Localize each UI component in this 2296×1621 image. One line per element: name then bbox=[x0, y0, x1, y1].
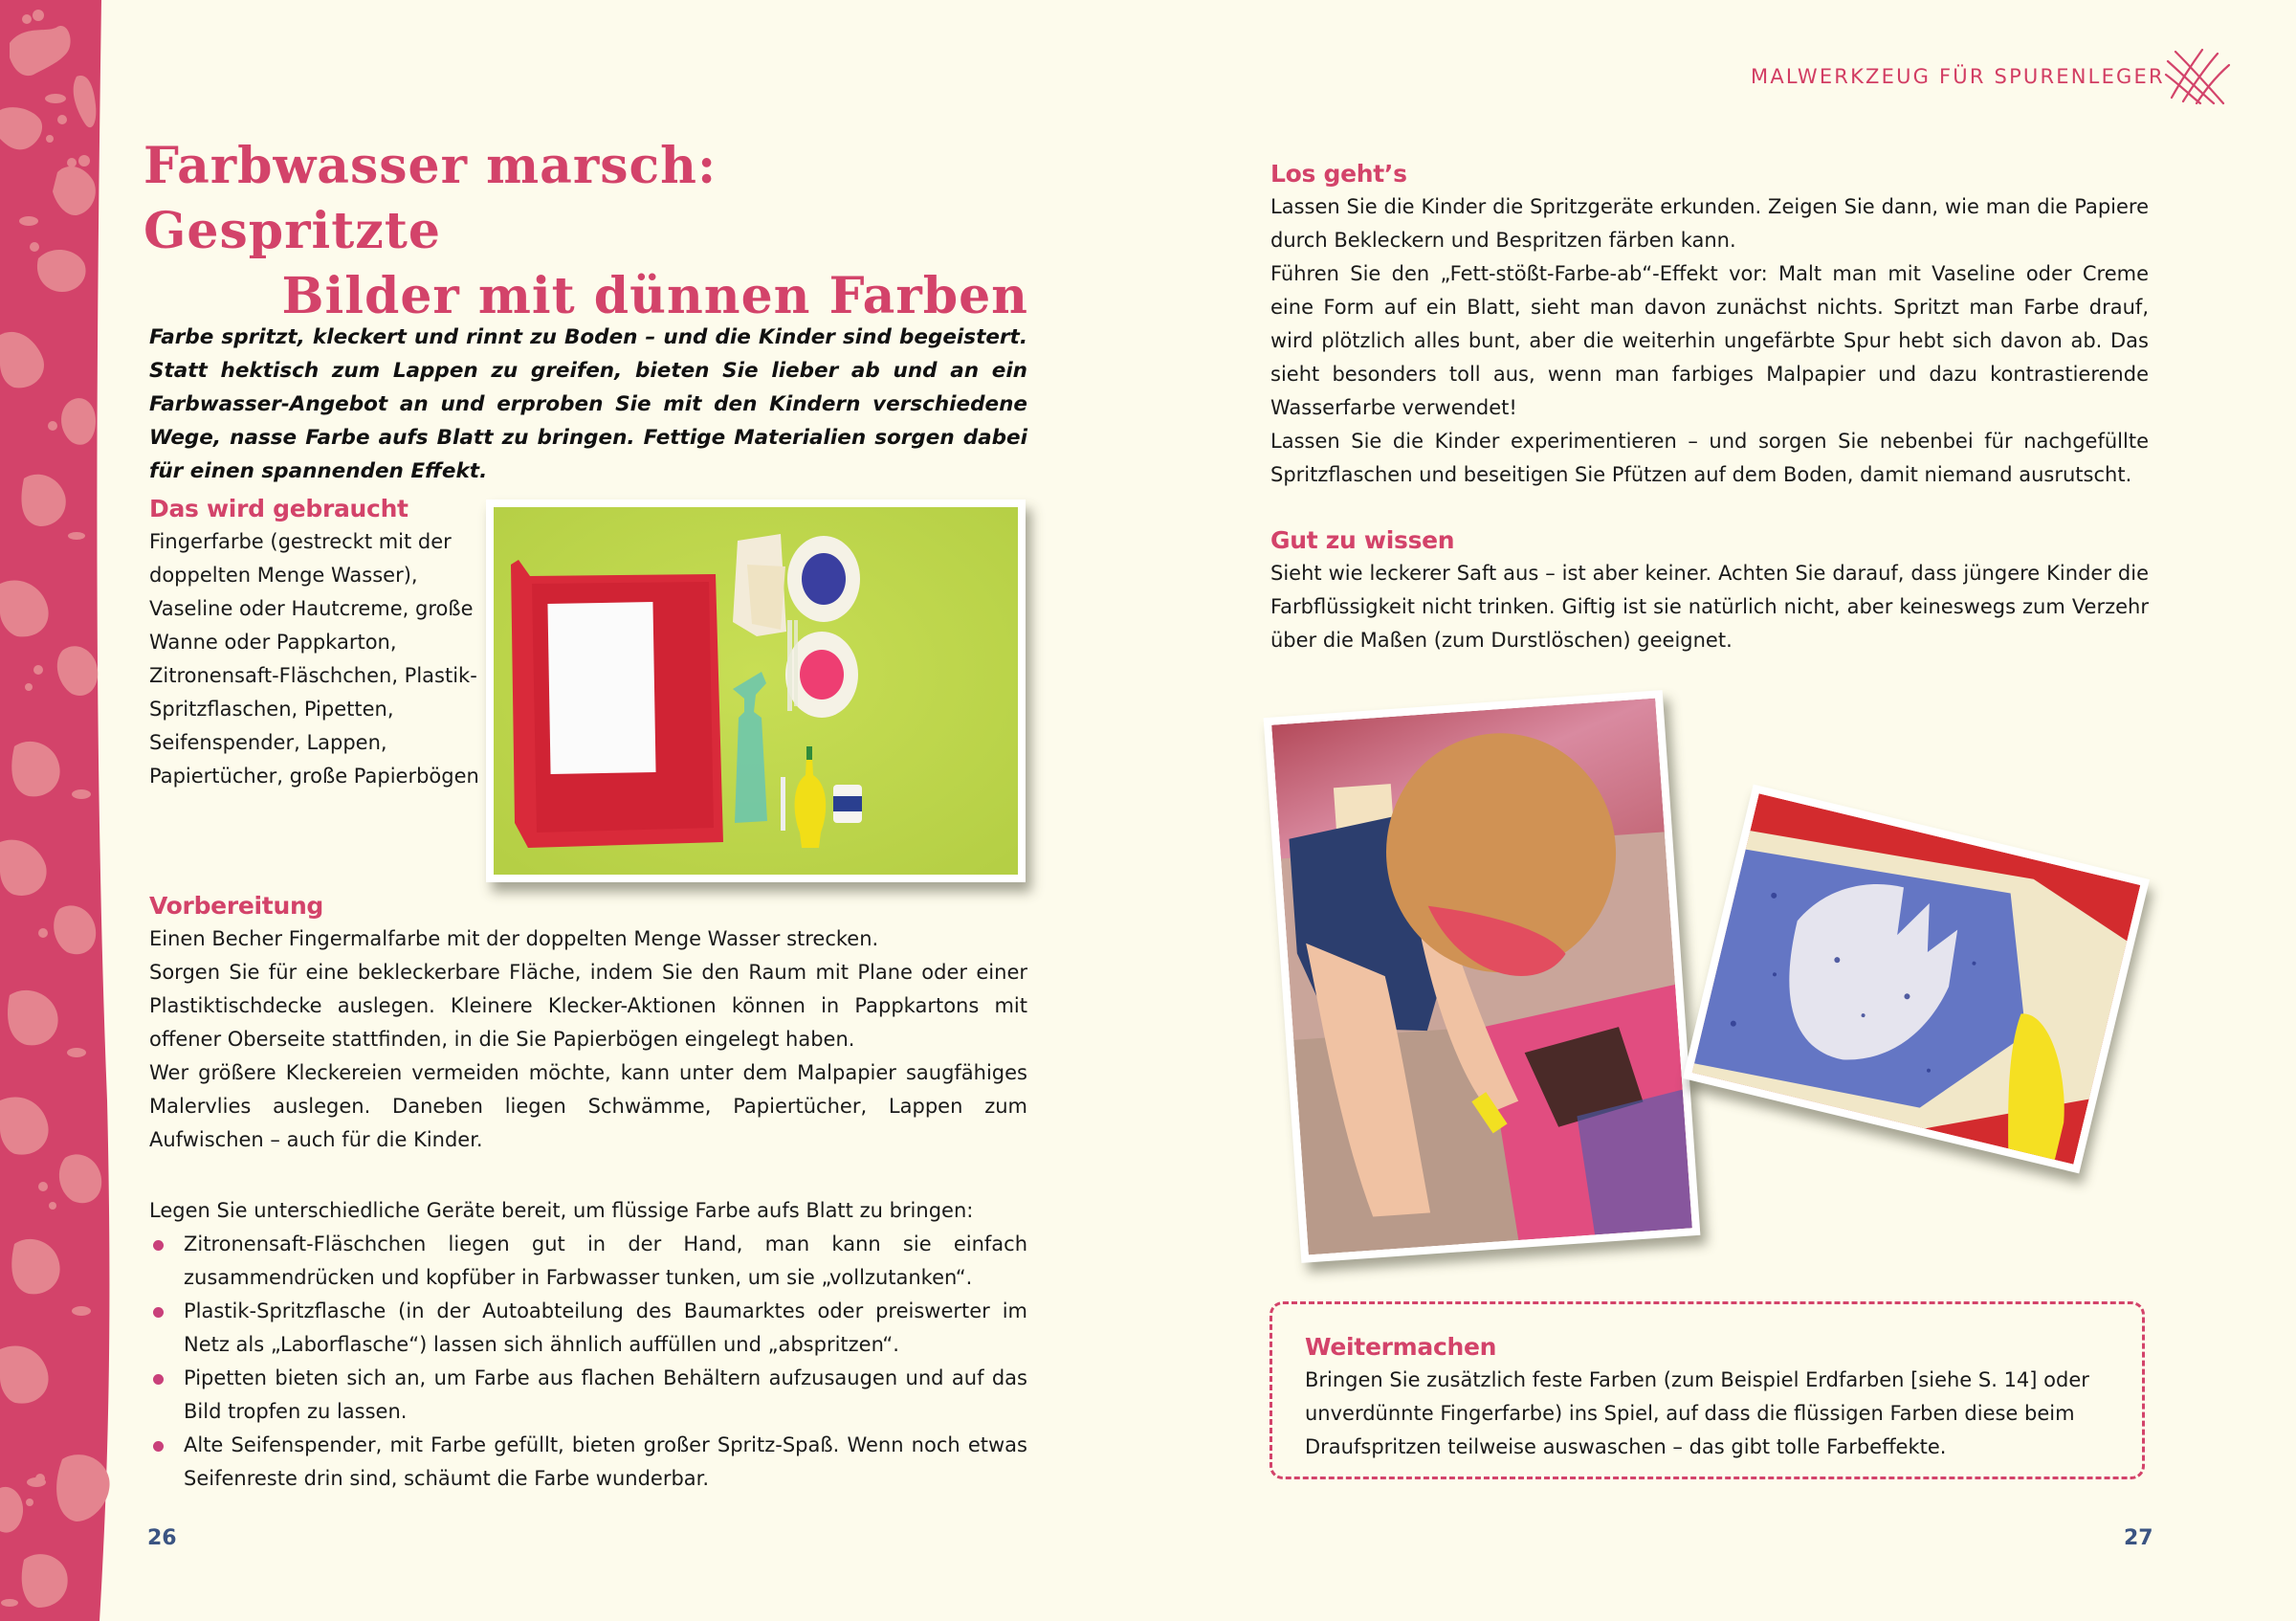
good-to-know-text: Sieht wie leckerer Saft aus – ist aber keiner. Achten Sie darauf, dass jüngere Kinder die Farbflüssigkeit nicht trinken. Giftig ist sie natürlich nicht, aber keineswegs zum Verzehr über die Maßen (zum Durstlöschen) geeignet. bbox=[1270, 562, 2149, 652]
bullet-icon bbox=[153, 1307, 164, 1318]
preparation-section bbox=[149, 890, 1027, 1157]
title-line-2: Bilder mit dünnen Farben bbox=[281, 267, 1028, 325]
decorative-splash-sidebar bbox=[0, 0, 120, 1621]
bullet-icon bbox=[153, 1240, 164, 1251]
child-painting-photo-image bbox=[1271, 699, 1692, 1255]
preparation-paragraph: Einen Becher Fingermalfarbe mit der doppelten Menge Wasser strecken. bbox=[149, 927, 879, 950]
preparation-paragraph: Sorgen Sie für eine bekleckerbare Fläche, indem Sie den Raum mit Plane oder einer Plastiktischdecke auslegen. Kleinere Klecker-Aktionen können in Pappkartons mit offener Oberseite stattfinden, in die Sie Papierbögen eingelegt haben. bbox=[149, 961, 1027, 1051]
preparation-heading: Vorbereitung bbox=[149, 892, 324, 920]
list-item bbox=[149, 1429, 1027, 1496]
list-item bbox=[149, 1228, 1027, 1295]
devices-list bbox=[149, 1228, 1027, 1496]
preparation-text bbox=[149, 922, 1027, 1157]
list-item bbox=[149, 1362, 1027, 1429]
lets-go-text bbox=[1270, 190, 2149, 492]
paint-splash-icon bbox=[0, 0, 120, 1621]
list-item-text: Pipetten bieten sich an, um Farbe aus flachen Behältern aufzusaugen und auf das Bild tropfen zu lassen. bbox=[184, 1366, 1027, 1423]
good-to-know-section bbox=[1270, 524, 2149, 657]
good-to-know-heading: Gut zu wissen bbox=[1270, 526, 1455, 554]
materials-section bbox=[149, 493, 479, 793]
list-item-text: Alte Seifenspender, mit Farbe gefüllt, bieten großer Spritz-Spaß. Wenn noch etwas Seifenreste drin sind, schäumt die Farbe wunderbar. bbox=[184, 1433, 1027, 1490]
continue-text: Bringen Sie zusätzlich feste Farben (zum Beispiel Erdfarben [siehe S. 14] oder unverdünnte Fingerfarbe) ins Spiel, auf dass die flüssigen Farben diese beim Draufspritzen teilweise auswaschen – das gibt tolle Farbeffekte. bbox=[1305, 1368, 2089, 1458]
preparation-paragraph: Wer größere Kleckereien vermeiden möchte, kann unter dem Malpapier saugfähiges Malervlies auslegen. Daneben liegen Schwämme, Papiertücher, Lappen zum Aufwischen – auch für die Kinder. bbox=[149, 1061, 1027, 1151]
devices-section bbox=[149, 1194, 1027, 1496]
lets-go-paragraph: Lassen Sie die Kinder die Spritzgeräte erkunden. Zeigen Sie dann, wie man die Papiere durch Bekleckern und Bespritzen färben kann. bbox=[1270, 195, 2149, 252]
lets-go-paragraph: Führen Sie den „Fett-stößt-Farbe-ab“-Effekt vor: Malt man mit Vaseline oder Creme eine Form auf ein Blatt, sieht man davon zunächst nichts. Spritzt man Farbe drauf, wird plötzlich alles bunt, aber die weiterhin ungefärbte Spur hebt sich davon ab. Das sieht besonders toll aus, wenn man farbiges Malpapier und dazu kontrastierende Wasserfarbe verwendet! bbox=[1270, 262, 2149, 419]
handprint-photo-image bbox=[1692, 793, 2141, 1164]
title-line-1: Farbwasser marsch: Gespritzte bbox=[144, 137, 718, 260]
materials-heading: Das wird gebraucht bbox=[149, 495, 408, 522]
devices-intro: Legen Sie unterschiedliche Geräte bereit, um flüssige Farbe aufs Blatt zu bringen: bbox=[149, 1199, 974, 1222]
list-item-text: Zitronensaft-Fläschchen liegen gut in der Hand, man kann sie einfach zusammendrücken und kopfüber in Farbwasser tunken, um sie „vollzutanken“. bbox=[184, 1232, 1027, 1289]
list-item bbox=[149, 1295, 1027, 1362]
crosshatch-icon bbox=[2164, 48, 2231, 105]
running-head: MALWERKZEUG FÜR SPURENLEGER bbox=[1751, 65, 2165, 88]
child-painting-photo bbox=[1264, 690, 1701, 1263]
page-title bbox=[144, 134, 1028, 329]
page-number-left: 26 bbox=[147, 1526, 177, 1550]
lets-go-paragraph: Lassen Sie die Kinder experimentieren – und sorgen Sie nebenbei für nachgefüllte Spritzflaschen und beseitigen Sie Pfützen auf dem Boden, damit niemand ausrutscht. bbox=[1270, 430, 2149, 486]
bullet-icon bbox=[153, 1441, 164, 1452]
page-number-right: 27 bbox=[2124, 1526, 2153, 1550]
lead-paragraph: Farbe spritzt, kleckert und rinnt zu Boden – und die Kinder sind begeistert. Statt hektisch zum Lappen zu greifen, bieten Sie lieber ab und an ein Farbwasser-Angebot an und erproben Sie mit den Kindern verschiedene Wege, nasse Farbe aufs Blatt zu bringen. Fettige Materialien sorgen dabei für einen spannenden Effekt. bbox=[149, 325, 1027, 483]
handprint-photo bbox=[1683, 785, 2150, 1174]
materials-list: Fingerfarbe (gestreckt mit der doppelten Menge Wasser), Vaseline oder Hautcreme, große Wanne oder Pappkarton, Zitronensaft-Fläschchen, Plastik-Spritzflaschen, Pipetten, Seifenspender, Lappen, Papiertücher, große Papierbögen bbox=[149, 530, 479, 788]
lets-go-section bbox=[1270, 158, 2149, 492]
continue-heading: Weitermachen bbox=[1305, 1333, 1497, 1361]
lets-go-heading: Los geht’s bbox=[1270, 160, 1407, 188]
materials-photo bbox=[486, 500, 1026, 882]
materials-photo-image bbox=[494, 507, 1018, 875]
continue-tip-box bbox=[1269, 1301, 2145, 1479]
bullet-icon bbox=[153, 1374, 164, 1385]
list-item-text: Plastik-Spritzflasche (in der Autoabteilung des Baumarktes oder preiswerter im Netz als „Laborflasche“) lassen sich ähnlich auffüllen und „abspritzen“. bbox=[184, 1299, 1027, 1356]
